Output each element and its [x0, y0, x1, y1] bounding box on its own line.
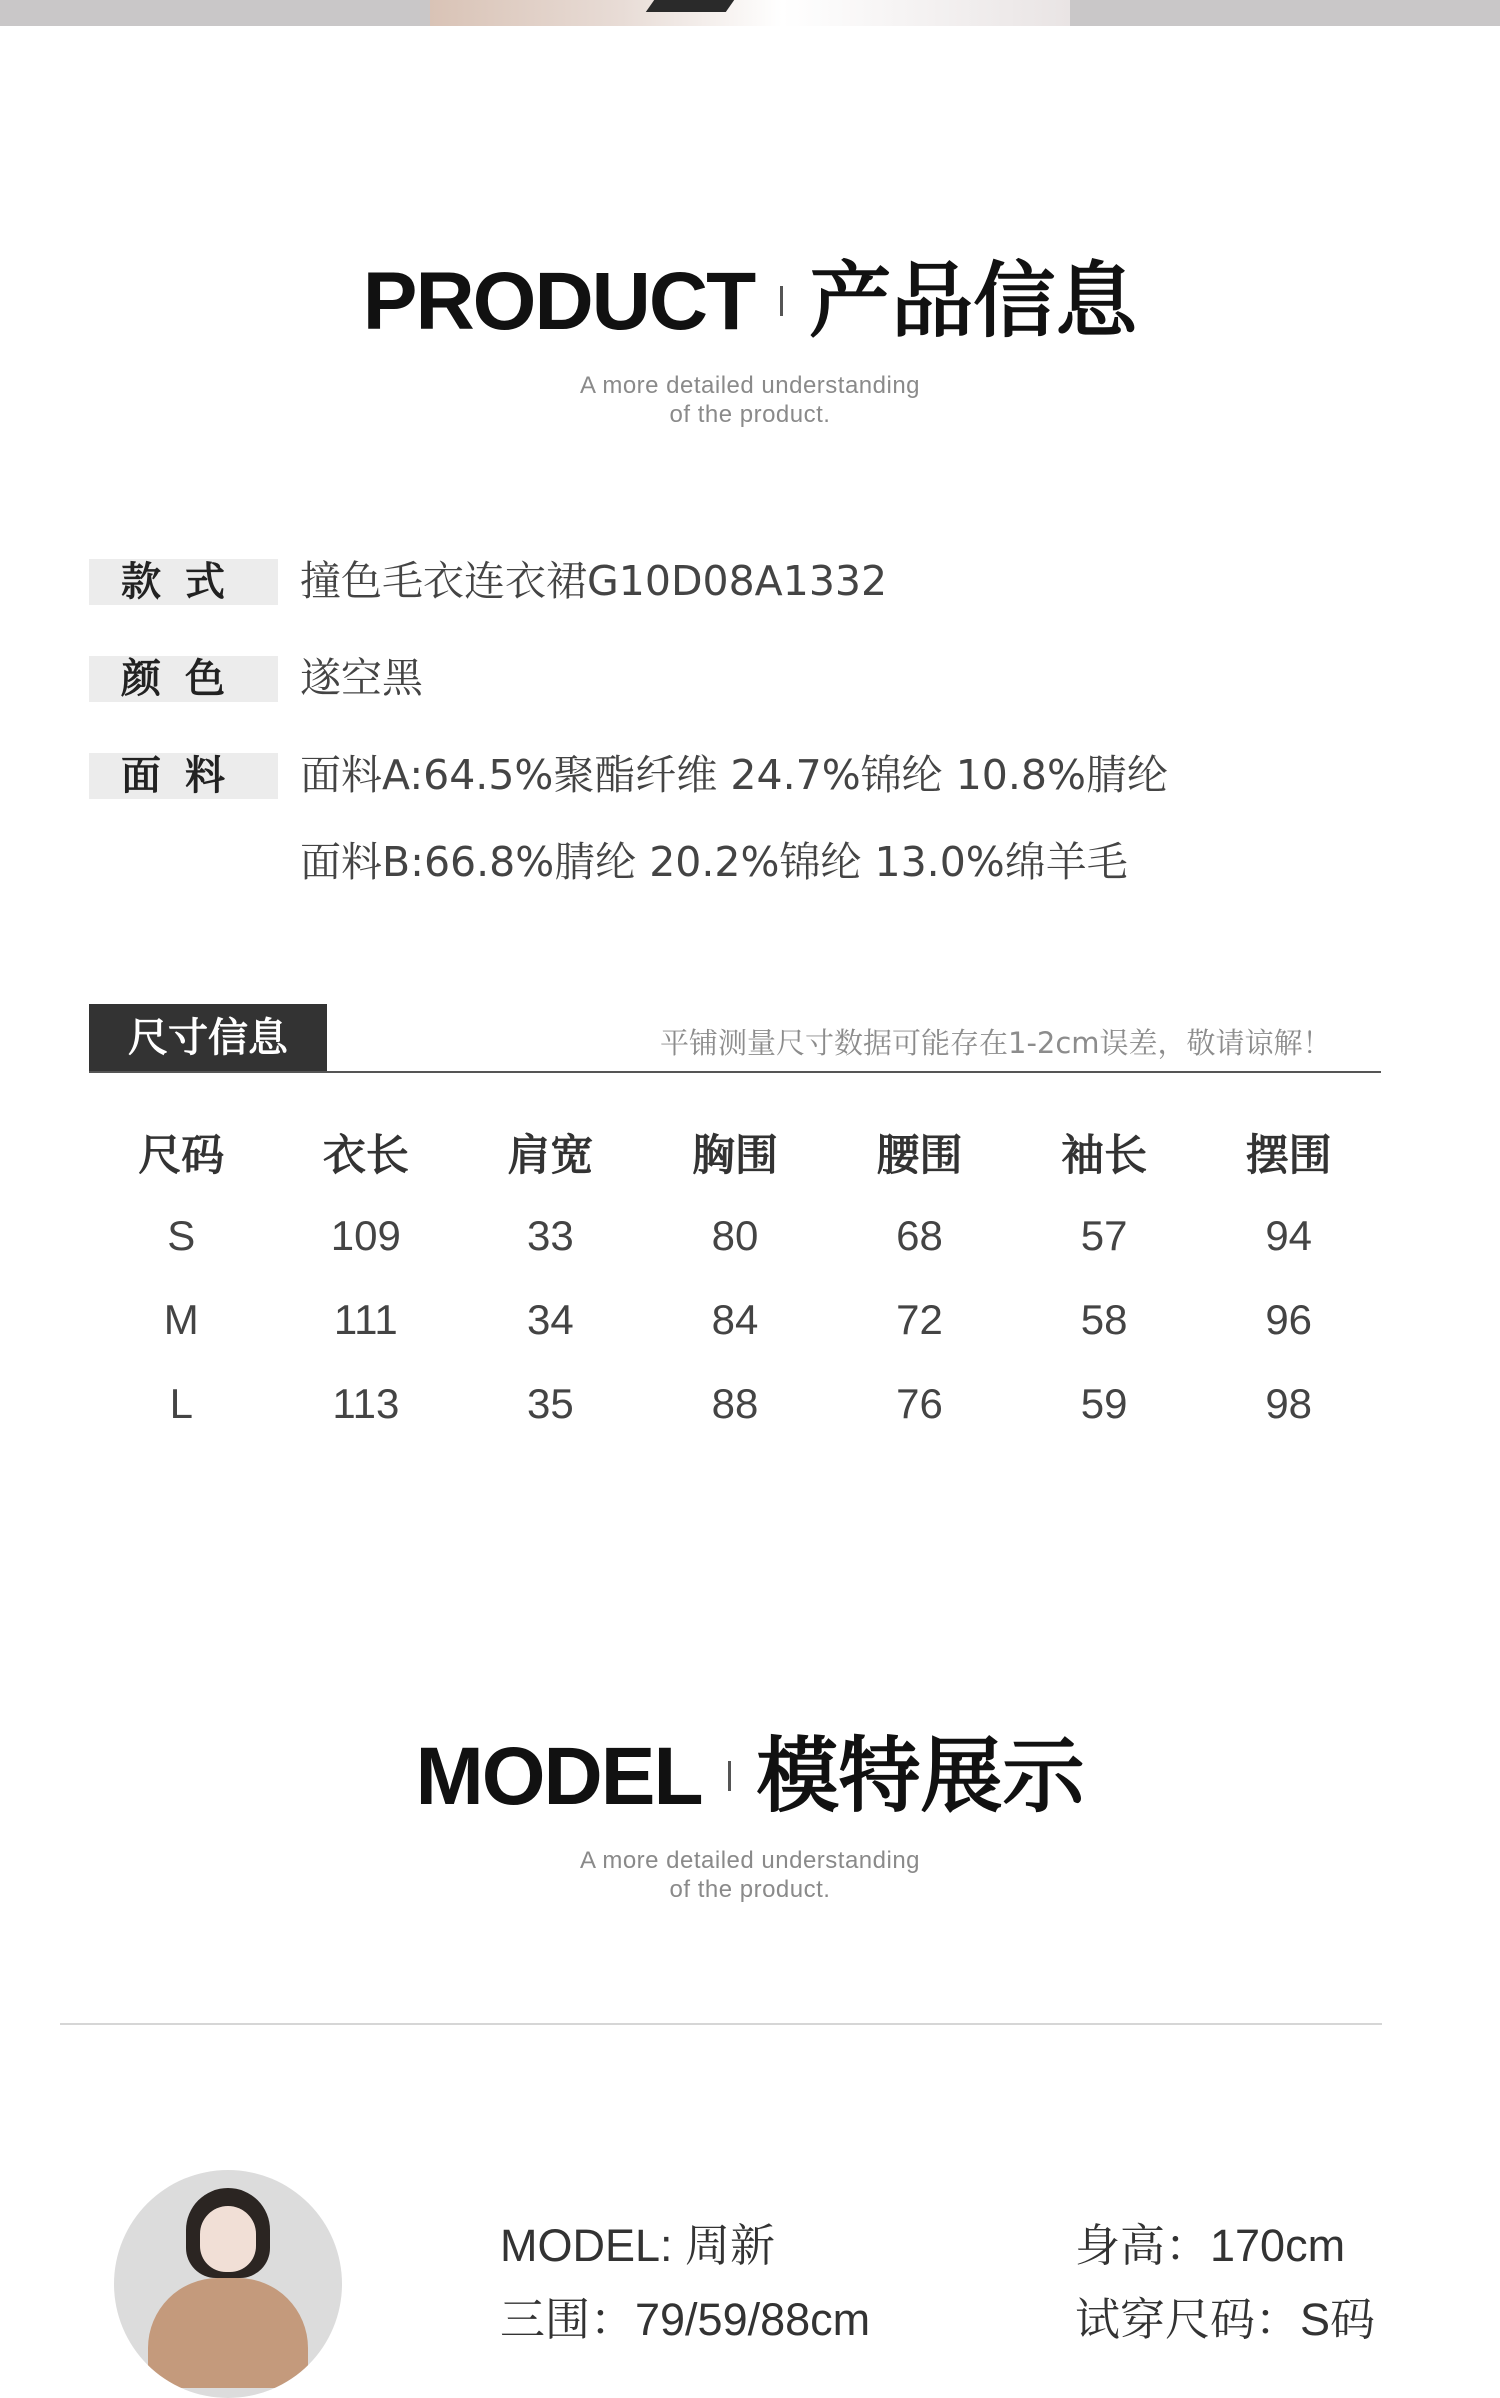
title-separator [780, 286, 783, 316]
table-row [89, 1362, 1381, 1446]
col-header-sleeve: 袖长 [1061, 1130, 1148, 1181]
table-cell: 76 [896, 1380, 943, 1427]
table-cell: 34 [527, 1296, 574, 1343]
table-cell: 59 [1080, 1380, 1128, 1427]
table-cell: 80 [711, 1212, 759, 1259]
table-cell: 72 [896, 1296, 943, 1343]
size-info-header: 尺寸信息 [89, 1004, 327, 1072]
model-subtitle-line1: A more detailed understanding [579, 1847, 921, 1874]
size-measurement-note: 平铺测量尺寸数据可能存在1-2cm误差，敬请谅解！ [660, 1026, 1332, 1060]
table-cell: 109 [330, 1212, 401, 1259]
product-title-cn: 产品信息 [809, 254, 1138, 349]
table-cell: M [163, 1296, 199, 1343]
product-section-title [0, 252, 1500, 352]
table-cell: S [167, 1212, 196, 1259]
model-subtitle-line2: of the product. [669, 1876, 831, 1903]
col-header-waist: 腰围 [876, 1130, 963, 1181]
photo-dark-detail [646, 0, 734, 12]
table-cell: 68 [896, 1212, 943, 1259]
size-header-underline [89, 1071, 1381, 1073]
model-height: 身高：170cm [1075, 2220, 1346, 2271]
product-title-en: PRODUCT [362, 256, 755, 347]
table-cell: 113 [332, 1380, 400, 1427]
table-cell: 35 [527, 1380, 574, 1427]
model-title-en: MODEL [415, 1731, 702, 1822]
table-cell: 57 [1080, 1212, 1128, 1259]
model-fitting-size: 试穿尺码：S码 [1075, 2294, 1376, 2345]
model-section-title [0, 1727, 1500, 1827]
col-header-length: 衣长 [322, 1130, 409, 1181]
info-value-color: 遂空黑 [300, 654, 423, 702]
avatar-coat [148, 2278, 308, 2388]
table-cell: 96 [1265, 1296, 1313, 1343]
col-header-size: 尺码 [138, 1130, 225, 1181]
table-cell: 84 [711, 1296, 759, 1343]
product-subtitle-line2: of the product. [669, 401, 831, 428]
model-measurements: 三围：79/59/88cm [500, 2294, 871, 2345]
col-header-chest: 胸围 [691, 1130, 778, 1181]
info-value-style: 撞色毛衣连衣裙G10D08A1332 [300, 557, 888, 605]
avatar-face [200, 2206, 256, 2272]
model-name: MODEL: 周新 [500, 2220, 776, 2271]
product-subtitle [0, 371, 1500, 429]
info-label-style: 款式 [89, 559, 278, 605]
table-cell: 33 [527, 1212, 574, 1259]
table-cell: 88 [711, 1380, 759, 1427]
table-row [89, 1194, 1381, 1278]
title-separator [728, 1761, 731, 1791]
col-header-shoulder: 肩宽 [507, 1130, 594, 1181]
info-label-color: 颜色 [89, 656, 278, 702]
col-header-hem: 摆围 [1245, 1130, 1332, 1181]
info-value-fabric-a: 面料A:64.5%聚酯纤维 24.7%锦纶 10.8%腈纶 [300, 751, 1168, 799]
info-label-fabric: 面料 [89, 753, 278, 799]
top-photo-strip [0, 0, 1500, 26]
model-subtitle [0, 1846, 1500, 1904]
size-table-header-row [89, 1110, 1381, 1194]
model-title-cn: 模特展示 [756, 1729, 1085, 1824]
table-cell: 58 [1080, 1296, 1128, 1343]
size-table [89, 1110, 1381, 1446]
table-cell: 111 [333, 1296, 398, 1343]
info-value-fabric-b: 面料B:66.8%腈纶 20.2%锦纶 13.0%绵羊毛 [300, 838, 1128, 886]
product-subtitle-line1: A more detailed understanding [579, 372, 921, 399]
table-row [89, 1278, 1381, 1362]
table-cell: L [169, 1380, 193, 1427]
table-cell: 98 [1265, 1380, 1313, 1427]
section-divider [60, 2023, 1382, 2025]
product-photo-fragment [430, 0, 1070, 26]
table-cell: 94 [1265, 1212, 1313, 1259]
model-avatar [114, 2170, 342, 2398]
